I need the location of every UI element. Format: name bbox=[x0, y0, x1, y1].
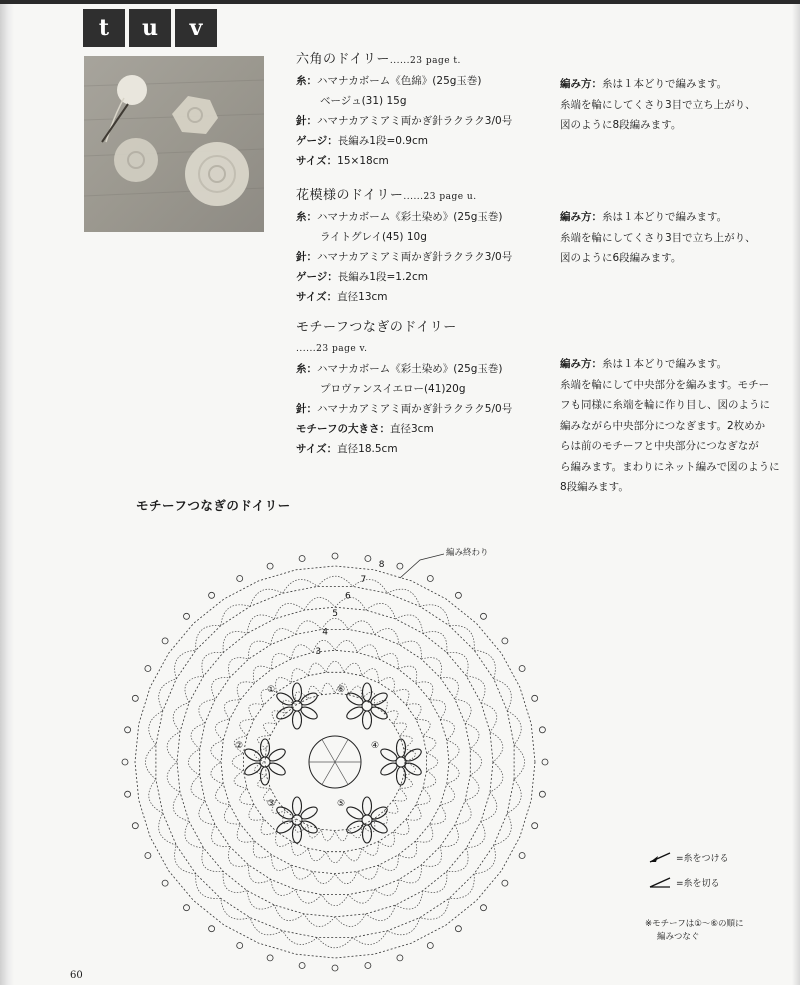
chain-loop bbox=[211, 762, 223, 784]
top-rule bbox=[0, 0, 800, 4]
motif-number: ⑥ bbox=[337, 685, 346, 695]
chain-loop bbox=[440, 784, 454, 805]
chain-loop bbox=[196, 874, 221, 899]
picot bbox=[539, 791, 545, 797]
chain-loop bbox=[271, 629, 296, 645]
picot bbox=[209, 592, 215, 598]
chain-loop bbox=[421, 847, 441, 867]
chain-loop bbox=[440, 719, 454, 740]
size-row: サイズ：15×18cm bbox=[296, 155, 389, 167]
center-stitch bbox=[322, 740, 335, 763]
motif-center bbox=[292, 701, 302, 711]
chain-loop bbox=[406, 704, 421, 720]
chain-loop bbox=[481, 703, 497, 732]
center-stitch bbox=[322, 762, 335, 785]
chain-loop bbox=[272, 654, 292, 670]
needle-row: 針：ハマナカアミアミ両かぎ針ラクラク3/0号 bbox=[296, 251, 513, 263]
chain-loop bbox=[326, 852, 344, 863]
yarn-color-row: ライトグレイ(45) 10g bbox=[320, 231, 427, 243]
chain-loop bbox=[317, 576, 352, 586]
picot bbox=[125, 727, 131, 733]
motif-size-row: モチーフの大きさ：直径3cm bbox=[296, 423, 434, 435]
picot bbox=[125, 791, 131, 797]
method-motif-doily: 編み方：糸は１本どりで編みます。 糸端を輪にして中央部分を編みます。モチー フも同様に糸端を輪に作り目し、図のように 編みながら中央部分につなぎます。2枚めか らは前のモチーフと中央部分につなぎなが ら編みます。まわりにネット編みで図のように 8段編みます。 bbox=[560, 358, 780, 493]
motif-petal bbox=[293, 797, 302, 815]
chain-loop bbox=[465, 723, 479, 749]
chain-loop bbox=[229, 658, 249, 678]
chain-loop bbox=[375, 880, 400, 896]
chain-loop bbox=[393, 723, 406, 736]
cut-yarn-icon bbox=[648, 875, 672, 889]
picot bbox=[299, 963, 305, 969]
chain-loop bbox=[357, 865, 378, 879]
chain-loop bbox=[507, 711, 521, 745]
legend-attach-yarn: =糸をつける bbox=[648, 850, 729, 864]
chain-loop bbox=[379, 654, 399, 670]
picot bbox=[532, 695, 538, 701]
chain-loop bbox=[159, 813, 177, 845]
chain-loop bbox=[490, 732, 503, 762]
chain-loop bbox=[420, 605, 449, 626]
chain-loop bbox=[400, 736, 413, 749]
chain-loop bbox=[199, 801, 215, 825]
motif-petal bbox=[363, 825, 372, 843]
chain-loop bbox=[421, 658, 441, 678]
chain-loop bbox=[145, 745, 155, 780]
motif-number: ① bbox=[267, 685, 276, 695]
size-row: サイズ：直径18.5cm bbox=[296, 443, 398, 455]
picot bbox=[237, 576, 243, 582]
picot bbox=[455, 926, 461, 932]
picot bbox=[397, 955, 403, 961]
pattern-letters bbox=[83, 9, 217, 47]
chain-loop bbox=[427, 753, 438, 771]
chain-loop bbox=[283, 580, 318, 594]
chain-loop bbox=[240, 788, 254, 804]
chain-loop bbox=[393, 690, 409, 705]
motif-number: ⑤ bbox=[337, 799, 346, 809]
chain-loop bbox=[447, 762, 459, 784]
chain-loop bbox=[416, 719, 430, 735]
chain-loop bbox=[291, 865, 312, 879]
chain-loop bbox=[272, 855, 292, 871]
picot bbox=[122, 759, 128, 765]
chain-loop bbox=[212, 677, 230, 699]
chain-loop bbox=[348, 890, 374, 904]
chain-loop bbox=[387, 589, 420, 606]
motif-number: ④ bbox=[371, 741, 380, 751]
chain-loop bbox=[221, 605, 250, 626]
chain-loop bbox=[335, 914, 366, 927]
picot bbox=[502, 638, 508, 644]
doilies-photo bbox=[84, 56, 264, 232]
attach-yarn-icon bbox=[648, 850, 672, 864]
chain-loop bbox=[224, 700, 240, 719]
method-hexagon-doily: 編み方：糸は１本どりで編みます。 糸端を輪にしてくさり3目で立ち上がり、 図のように8段編みます。 bbox=[560, 78, 756, 131]
chain-loop bbox=[366, 603, 396, 619]
chain-loop bbox=[292, 842, 309, 856]
chain-loop bbox=[440, 825, 458, 847]
chain-loop bbox=[232, 753, 243, 771]
size-row: サイズ：直径13cm bbox=[296, 291, 388, 303]
letter-box-v: v bbox=[175, 9, 217, 47]
picot bbox=[365, 556, 371, 562]
end-leader-line bbox=[400, 554, 444, 578]
chain-loop bbox=[224, 805, 240, 824]
chain-loop bbox=[326, 661, 344, 672]
chain-loop bbox=[440, 677, 458, 699]
chain-loop bbox=[276, 832, 292, 847]
motif-petal bbox=[293, 711, 302, 729]
chain-loop bbox=[202, 652, 223, 676]
chain-loop bbox=[263, 723, 276, 736]
chain-loop bbox=[398, 666, 416, 683]
chain-loop bbox=[430, 700, 446, 719]
chain-loop bbox=[191, 723, 205, 749]
chain-loop bbox=[470, 749, 481, 775]
chain-loop bbox=[253, 666, 271, 683]
chain-loop bbox=[335, 640, 357, 652]
motif-petal bbox=[397, 739, 406, 757]
chain-loop bbox=[466, 676, 485, 703]
picot bbox=[237, 943, 243, 949]
motif-center bbox=[362, 701, 372, 711]
chain-loop bbox=[362, 669, 379, 683]
motif-petal bbox=[363, 797, 372, 815]
end-label: 編み終わり bbox=[446, 548, 489, 558]
chain-loop bbox=[188, 749, 199, 775]
chain-loop bbox=[250, 918, 283, 935]
chain-loop bbox=[416, 824, 433, 842]
chain-loop bbox=[199, 699, 215, 723]
picot bbox=[397, 563, 403, 569]
motif-petal bbox=[293, 683, 302, 701]
chain-loop bbox=[283, 931, 318, 945]
round-number: 3 bbox=[315, 646, 322, 657]
chain-loop bbox=[396, 615, 423, 633]
picot bbox=[332, 965, 338, 971]
chain-loop bbox=[321, 829, 335, 841]
chain-loop bbox=[466, 821, 485, 848]
motif-center bbox=[362, 815, 372, 825]
picot bbox=[299, 556, 305, 562]
yarn-color-row: プロヴァンスイエロー(41)20g bbox=[320, 383, 466, 395]
chain-loop bbox=[378, 678, 394, 693]
chain-loop bbox=[250, 589, 283, 606]
chain-loop bbox=[362, 842, 379, 856]
chain-loop bbox=[406, 805, 421, 821]
picot bbox=[267, 563, 273, 569]
picot bbox=[365, 963, 371, 969]
chain-loop bbox=[353, 931, 388, 945]
chain-loop bbox=[304, 597, 335, 610]
picot bbox=[519, 666, 525, 672]
picot bbox=[502, 880, 508, 886]
chain-loop bbox=[490, 762, 503, 792]
item-title: モチーフつなぎのドイリー bbox=[296, 320, 457, 335]
chain-loop bbox=[304, 914, 335, 927]
round-number: 8 bbox=[378, 559, 385, 570]
chain-loop bbox=[191, 775, 205, 801]
picot bbox=[145, 853, 151, 859]
chain-loop bbox=[514, 745, 524, 780]
motif-center bbox=[396, 757, 406, 767]
item-title: 六角のドイリー......23 page t. bbox=[296, 52, 461, 67]
chain-loop bbox=[237, 824, 254, 842]
chain-loop bbox=[296, 621, 322, 635]
needle-row: 針：ハマナカアミアミ両かぎ針ラクラク5/0号 bbox=[296, 403, 513, 415]
chain-loop bbox=[167, 762, 180, 792]
chain-loop bbox=[393, 819, 409, 834]
page-gutter-shadow bbox=[0, 0, 14, 985]
yarn-color-row: ベージュ(31) 15g bbox=[320, 95, 407, 107]
item-ref: ......23 page v. bbox=[296, 344, 368, 354]
motif-number: ② bbox=[235, 741, 244, 751]
chain-loop bbox=[276, 678, 292, 693]
item-title: 花模様のドイリー......23 page u. bbox=[296, 188, 477, 203]
page-number: 60 bbox=[70, 970, 83, 981]
chain-loop bbox=[430, 805, 446, 824]
needle-row: 針：ハマナカアミアミ両かぎ針ラクラク3/0号 bbox=[296, 115, 513, 127]
chain-loop bbox=[185, 676, 204, 703]
chain-loop bbox=[253, 841, 271, 858]
chain-loop bbox=[292, 669, 309, 683]
letter-box-u: u bbox=[129, 9, 171, 47]
chain-loop bbox=[237, 682, 254, 700]
round-number: 7 bbox=[360, 574, 367, 585]
picot bbox=[332, 553, 338, 559]
item-motif-doily bbox=[296, 318, 512, 459]
chain-loop bbox=[240, 719, 254, 735]
picot bbox=[132, 823, 138, 829]
chain-loop bbox=[229, 847, 249, 867]
chain-loop bbox=[249, 805, 264, 821]
chain-loop bbox=[212, 825, 230, 847]
picot bbox=[184, 905, 190, 911]
motif-petal bbox=[363, 711, 372, 729]
chain-loop bbox=[167, 732, 180, 762]
chain-loop bbox=[247, 891, 274, 909]
chain-loop bbox=[455, 801, 471, 825]
chain-loop bbox=[455, 699, 471, 723]
crochet-chart bbox=[100, 540, 570, 980]
motif-number: ③ bbox=[267, 799, 276, 809]
chain-loop bbox=[249, 641, 271, 659]
chain-loop bbox=[416, 682, 433, 700]
chain-loop bbox=[185, 821, 204, 848]
chain-loop bbox=[379, 855, 399, 871]
chain-loop bbox=[378, 832, 394, 847]
chain-loop bbox=[221, 898, 250, 919]
picot bbox=[267, 955, 273, 961]
chain-loop bbox=[494, 679, 512, 711]
chain-loop bbox=[398, 841, 416, 858]
chain-loop bbox=[149, 779, 163, 813]
chain-loop bbox=[423, 872, 447, 893]
chain-loop bbox=[291, 645, 312, 659]
yarn-row: 糸：ハマナカボーム《彩土染め》(25g玉巻) bbox=[296, 211, 503, 223]
picot bbox=[427, 576, 433, 582]
picot bbox=[132, 695, 138, 701]
picot bbox=[162, 638, 168, 644]
yarn-row: 糸：ハマナカボーム《色綿》(25g玉巻) bbox=[296, 75, 482, 87]
item-hexagon-doily bbox=[296, 50, 512, 171]
round-number: 5 bbox=[332, 609, 338, 619]
picot bbox=[145, 666, 151, 672]
picot bbox=[162, 880, 168, 886]
chain-loop bbox=[393, 788, 406, 801]
chain-loop bbox=[416, 788, 430, 804]
chain-loop bbox=[249, 865, 271, 883]
legend-cut-yarn: =糸を切る bbox=[648, 875, 720, 889]
round-number: 4 bbox=[322, 627, 329, 638]
chain-loop bbox=[348, 621, 374, 635]
chain-loop bbox=[173, 792, 189, 821]
picot bbox=[209, 926, 215, 932]
chain-loop bbox=[159, 679, 177, 711]
picot bbox=[184, 613, 190, 619]
chain-loop bbox=[247, 615, 274, 633]
chain-loop bbox=[507, 779, 521, 813]
picot bbox=[427, 943, 433, 949]
chain-loop bbox=[321, 683, 335, 695]
diagram-title: モチーフつなぎのドイリー bbox=[136, 498, 291, 513]
chain-loop bbox=[423, 632, 447, 653]
chain-loop bbox=[494, 813, 512, 845]
item-flower-doily bbox=[296, 186, 512, 307]
chain-loop bbox=[317, 938, 352, 948]
chain-loop bbox=[149, 711, 163, 745]
chain-loop bbox=[215, 784, 229, 805]
chain-loop bbox=[375, 629, 400, 645]
motif-order-note: ※モチーフは①～⑥の順に 編みつなぐ bbox=[645, 919, 744, 942]
center-stitch bbox=[335, 762, 348, 785]
chain-loop bbox=[215, 719, 229, 740]
chain-loop bbox=[474, 845, 495, 874]
chain-loop bbox=[396, 891, 423, 909]
picot bbox=[532, 823, 538, 829]
picot bbox=[481, 613, 487, 619]
chain-loop bbox=[261, 819, 277, 834]
chain-loop bbox=[271, 880, 296, 896]
chain-loop bbox=[399, 641, 421, 659]
motif-petal bbox=[261, 767, 270, 785]
center-stitch bbox=[335, 740, 348, 763]
picot bbox=[539, 727, 545, 733]
chain-loop bbox=[322, 895, 349, 906]
page-edge bbox=[792, 0, 800, 985]
chain-loop bbox=[387, 918, 420, 935]
chain-loop bbox=[249, 704, 264, 720]
chain-loop bbox=[481, 792, 497, 821]
motif-petal bbox=[293, 825, 302, 843]
gauge-row: ゲージ：長編み1段=0.9cm bbox=[296, 135, 428, 147]
picot bbox=[481, 905, 487, 911]
chain-loop bbox=[353, 580, 388, 594]
letter-box-t: t bbox=[83, 9, 125, 47]
picot bbox=[455, 592, 461, 598]
motif-center bbox=[292, 815, 302, 825]
chain-loop bbox=[399, 865, 421, 883]
chain-loop bbox=[357, 645, 378, 659]
picot bbox=[542, 759, 548, 765]
gauge-row: ゲージ：長編み1段=1.2cm bbox=[296, 271, 428, 283]
chain-loop bbox=[296, 890, 322, 904]
chain-loop bbox=[465, 775, 479, 801]
picot bbox=[519, 853, 525, 859]
round-number: 6 bbox=[345, 591, 351, 602]
yarn-row: 糸：ハマナカボーム《彩土染め》(25g玉巻) bbox=[296, 363, 503, 375]
method-flower-doily: 編み方：糸は１本どりで編みます。 糸端を輪にしてくさり3目で立ち上がり、 図のように6段編みます。 bbox=[560, 211, 756, 264]
